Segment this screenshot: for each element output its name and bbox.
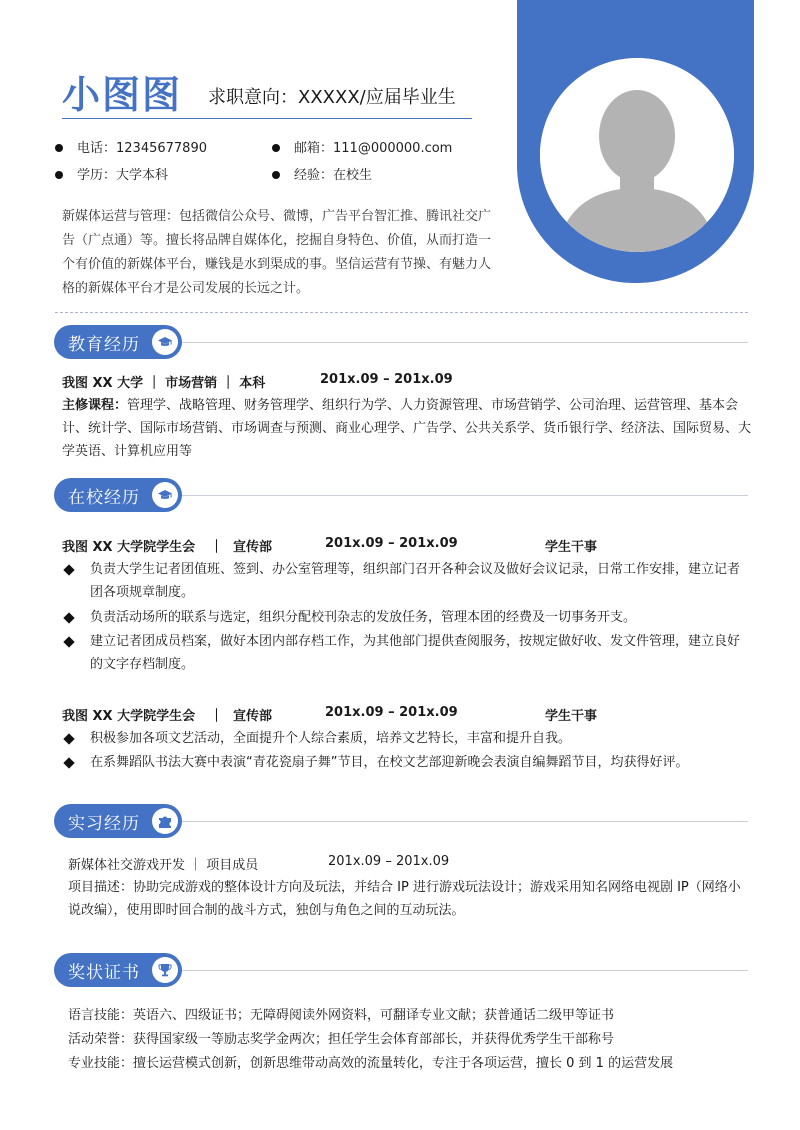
list-item: 在系舞蹈队书法大赛中表演“青花瓷扇子舞”节目，在校文艺部迎新晚会表演自编舞蹈节目，均获得好评。: [62, 751, 752, 774]
section-line-campus: [182, 495, 748, 496]
dashed-divider: [55, 312, 748, 313]
campus-period: 201x.09 – 201x.09: [325, 536, 458, 551]
avatar: [540, 58, 734, 252]
bullet-dot-icon: [272, 144, 280, 152]
campus-role: 学生干事: [545, 709, 598, 724]
section-title-internship: 实习经历: [68, 813, 140, 834]
info-experience: 经验：在校生: [272, 164, 372, 183]
section-title-campus: 在校经历: [68, 487, 140, 508]
internship-period: 201x.09 – 201x.09: [328, 854, 450, 869]
campus-role: 学生干事: [545, 540, 598, 555]
award-line-skills: 专业技能：擅长运营模式创新，创新思维带动高效的流量转化，专注于各项运营，擅长 0 到 1 的运营发展: [68, 1056, 674, 1071]
info-email: 邮箱：111@000000.com: [272, 137, 452, 156]
bullet-dot-icon: [55, 144, 63, 152]
section-line-awards: [182, 970, 748, 971]
puzzle-icon: [157, 813, 173, 829]
job-intent: 求职意向：XXXXX/应届毕业生: [208, 87, 456, 108]
education-period: 201x.09 – 201x.09: [320, 372, 453, 387]
list-item: 负责活动场所的联系与选定，组织分配校刊杂志的发放任务，管理本团的经费及一切事务开支。: [62, 606, 752, 629]
info-education: 学历：大学本科: [55, 164, 168, 183]
education-school: 我图 XX 大学 ｜ 市场营销 ｜ 本科: [62, 376, 266, 391]
campus-org: 我图 XX 大学院学生会: [62, 709, 196, 724]
section-pill-internship: [54, 804, 182, 838]
campus-separator: ｜: [210, 540, 224, 555]
diamond-bullet-icon: [63, 733, 74, 744]
diamond-bullet-icon: [63, 636, 74, 647]
section-header-education: [54, 325, 182, 359]
name-divider: [62, 118, 472, 119]
section-pill-campus: [54, 478, 182, 512]
section-pill-education: [54, 325, 182, 359]
section-header-awards: [54, 953, 182, 987]
section-header-campus: [54, 478, 182, 512]
section-title-education: 教育经历: [68, 334, 140, 355]
section-title-awards: 奖状证书: [68, 962, 140, 983]
section-line-internship: [182, 821, 748, 822]
section-line-education: [182, 342, 748, 343]
bullet-dot-icon: [55, 171, 63, 179]
diamond-bullet-icon: [63, 564, 74, 575]
list-item: 积极参加各项文艺活动，全面提升个人综合素质，培养文艺特长，丰富和提升自我。: [62, 727, 752, 750]
graduation-cap-icon: [157, 487, 173, 503]
campus-dept: 宣传部: [233, 540, 273, 555]
graduation-cap-icon: [157, 334, 173, 350]
avatar-placeholder-icon: [540, 58, 734, 252]
candidate-name: 小图图: [62, 73, 183, 117]
campus-dept: 宣传部: [233, 709, 273, 724]
award-line-language: 语言技能：英语六、四级证书；无障碍阅读外网资料，可翻译专业文献；获普通话二级甲等证书: [68, 1008, 615, 1023]
internship-project: 新媒体社交游戏开发 ｜ 项目成员: [68, 858, 259, 873]
info-phone: 电话：12345677890: [55, 137, 207, 156]
list-item: 负责大学生记者团值班、签到、办公室管理等，组织部门召开各种会议及做好会议记录，日常工作安排，建立记者团各项规章制度。: [62, 558, 752, 604]
trophy-icon: [157, 962, 173, 978]
profile-summary: 新媒体运营与管理：包括微信公众号、微博，广告平台智汇推、腾讯社交广告（广点通）等。擅长将品牌自媒体化，挖掘自身特色、价值，从而打造一个有价值的新媒体平台，赚钱是水到渠成的事。坚信运营有节操、有魅力人格的新媒体平台才是公司发展的长远之计。: [62, 209, 492, 296]
list-item: 建立记者团成员档案，做好本团内部存档工作，为其他部门提供查阅服务，按规定做好收、发文件管理，建立良好的文字存档制度。: [62, 630, 752, 676]
section-pill-awards: [54, 953, 182, 987]
internship-description: 项目描述：协助完成游戏的整体设计方向及玩法，并结合 IP 进行游戏玩法设计；游戏采用知名网络电视剧 IP（网络小说改编），使用即时回合制的战斗方式，独创与角色之间的互动玩法。: [68, 880, 741, 918]
section-header-internship: [54, 804, 182, 838]
diamond-bullet-icon: [63, 612, 74, 623]
campus-separator: ｜: [210, 709, 224, 724]
campus-org: 我图 XX 大学院学生会: [62, 540, 196, 555]
award-line-honors: 活动荣誉：获得国家级一等励志奖学金两次；担任学生会体育部部长，并获得优秀学生干部称号: [68, 1032, 615, 1047]
education-courses: 主修课程：管理学、战略管理、财务管理学、组织行为学、人力资源管理、市场营销学、公司治理、运营管理、基本会计、统计学、国际市场营销、市场调查与预测、商业心理学、广告学、公共关系学、货币银行学、经济法、国际贸易、大学英语、计算机应用等: [62, 398, 752, 459]
campus-period: 201x.09 – 201x.09: [325, 705, 458, 720]
diamond-bullet-icon: [63, 757, 74, 768]
bullet-dot-icon: [272, 171, 280, 179]
